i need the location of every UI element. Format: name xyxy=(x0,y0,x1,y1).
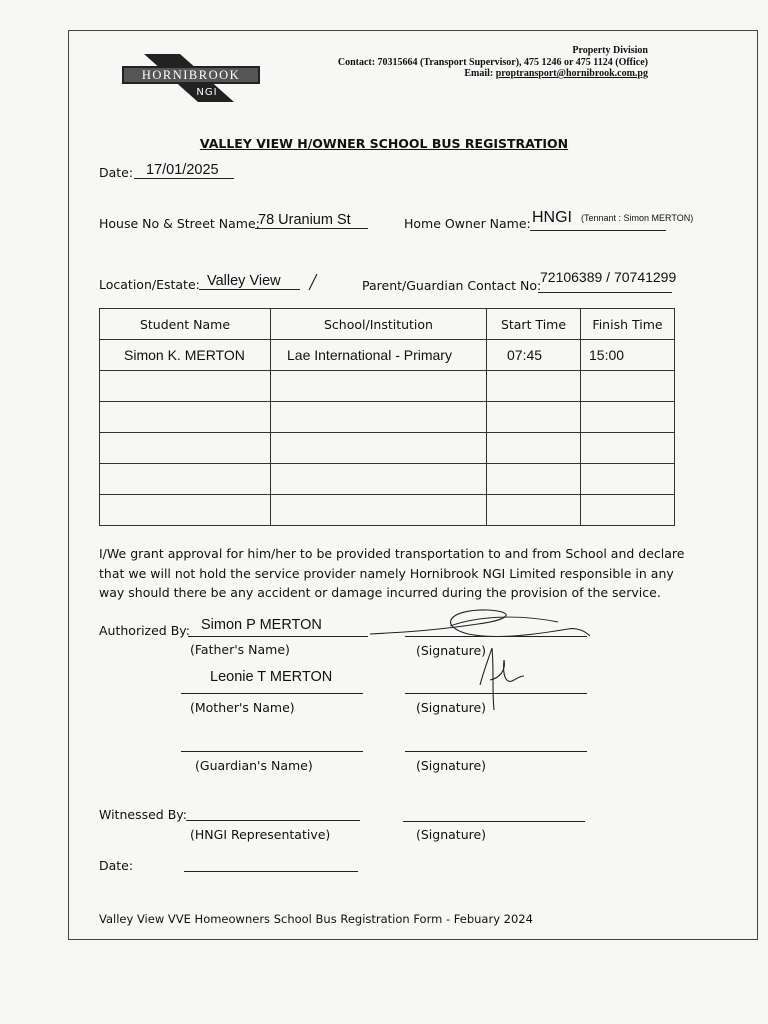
table-row xyxy=(100,464,675,495)
student-table xyxy=(99,308,675,526)
contact-line: Contact: 70315664 (Transport Supervisor), 475 1246 or 475 1124 (Office) xyxy=(337,56,648,68)
cell-school[interactable] xyxy=(271,495,487,526)
contact-block xyxy=(338,45,648,80)
cell-start[interactable] xyxy=(487,495,581,526)
header-start-time: Start Time xyxy=(487,309,581,340)
father-name-value: Simon P MERTON xyxy=(201,617,322,633)
logo-name: HORNIBROOK xyxy=(122,66,260,84)
declaration-text: I/We grant approval for him/her to be provided transportation to and from School and declare that we will not hold the service provider namely Hornibrook NGI Limited responsible in any way should there be any accident or damage incurred during the provision of the service. xyxy=(99,546,685,600)
cell-finish[interactable] xyxy=(581,464,675,495)
guardian-signature-line[interactable] xyxy=(405,751,587,752)
header-school: School/Institution xyxy=(271,309,487,340)
house-label: House No & Street Name: xyxy=(99,216,260,231)
guardian-signature-label: (Signature) xyxy=(416,758,487,773)
witness-signature-line[interactable] xyxy=(403,821,585,822)
cell-start[interactable] xyxy=(487,433,581,464)
header-finish-time: Finish Time xyxy=(581,309,675,340)
cell-student[interactable] xyxy=(100,495,271,526)
father-signature-label: (Signature) xyxy=(416,643,487,658)
contact-no-label: Parent/Guardian Contact No: xyxy=(362,278,542,293)
cell-student[interactable] xyxy=(100,433,271,464)
email-link[interactable]: proptransport@hornibrook.com.pg xyxy=(495,68,648,79)
witness-signature-label: (Signature) xyxy=(416,827,487,842)
email-line xyxy=(338,68,648,80)
sign-date-label: Date: xyxy=(99,858,134,873)
rep-label: (HNGI Representative) xyxy=(190,827,331,842)
form-title: VALLEY VIEW H/OWNER SCHOOL BUS REGISTRATION xyxy=(199,136,569,151)
guardian-name-line[interactable] xyxy=(181,751,363,752)
cell-finish[interactable]: 15:00 xyxy=(581,340,675,371)
house-field[interactable]: 78 Uranium St xyxy=(255,212,368,229)
father-name-label: (Father's Name) xyxy=(190,642,290,657)
father-name-line[interactable] xyxy=(188,636,368,637)
mother-name-line[interactable] xyxy=(181,693,363,694)
contact-no-value: 72106389 / 70741299 xyxy=(540,269,677,285)
mother-name-label: (Mother's Name) xyxy=(190,700,295,715)
cell-start[interactable] xyxy=(487,464,581,495)
division-label: Property Division xyxy=(572,45,648,56)
table-row xyxy=(100,433,675,464)
date-label: Date: xyxy=(99,165,134,180)
cell-finish[interactable] xyxy=(581,495,675,526)
cell-finish[interactable] xyxy=(581,433,675,464)
witnessed-label: Witnessed By: xyxy=(99,807,187,822)
cell-student[interactable]: Simon K. MERTON xyxy=(100,340,271,371)
date-field[interactable]: 17/01/2025 xyxy=(134,162,234,179)
witness-name-line[interactable] xyxy=(186,820,360,821)
slash-mark xyxy=(306,272,320,292)
mother-name-value: Leonie T MERTON xyxy=(210,669,333,685)
email-label: Email: xyxy=(464,68,496,79)
cell-school[interactable] xyxy=(271,371,487,402)
cell-school[interactable] xyxy=(271,433,487,464)
location-label: Location/Estate: xyxy=(99,277,200,292)
mother-signature-label: (Signature) xyxy=(416,700,487,715)
table-header-row xyxy=(100,309,675,340)
cell-school[interactable] xyxy=(271,464,487,495)
cell-school[interactable]: Lae International - Primary xyxy=(271,340,487,371)
cell-student[interactable] xyxy=(100,402,271,433)
cell-start[interactable] xyxy=(487,402,581,433)
cell-finish[interactable] xyxy=(581,402,675,433)
authorized-label: Authorized By: xyxy=(99,623,190,638)
cell-student[interactable] xyxy=(100,464,271,495)
cell-start[interactable]: 07:45 xyxy=(487,340,581,371)
owner-label: Home Owner Name: xyxy=(404,216,531,231)
table-row xyxy=(100,402,675,433)
location-field[interactable]: Valley View xyxy=(199,273,300,290)
owner-note: (Tennant : Simon MERTON) xyxy=(581,213,694,223)
guardian-name-label: (Guardian's Name) xyxy=(195,758,313,773)
cell-student[interactable] xyxy=(100,371,271,402)
logo-sub: NGI xyxy=(196,87,218,98)
table-row xyxy=(100,371,675,402)
table-row xyxy=(100,495,675,526)
cell-start[interactable] xyxy=(487,371,581,402)
sign-date-line[interactable] xyxy=(184,871,358,872)
owner-value: HNGI xyxy=(532,209,572,226)
form-footer: Valley View VVE Homeowners School Bus Registration Form - Febuary 2024 xyxy=(99,912,533,926)
table-row xyxy=(100,340,675,371)
mother-signature xyxy=(470,640,530,715)
cell-finish[interactable] xyxy=(581,371,675,402)
header-student-name: Student Name xyxy=(100,309,271,340)
hornibrook-logo xyxy=(122,54,262,102)
cell-school[interactable] xyxy=(271,402,487,433)
